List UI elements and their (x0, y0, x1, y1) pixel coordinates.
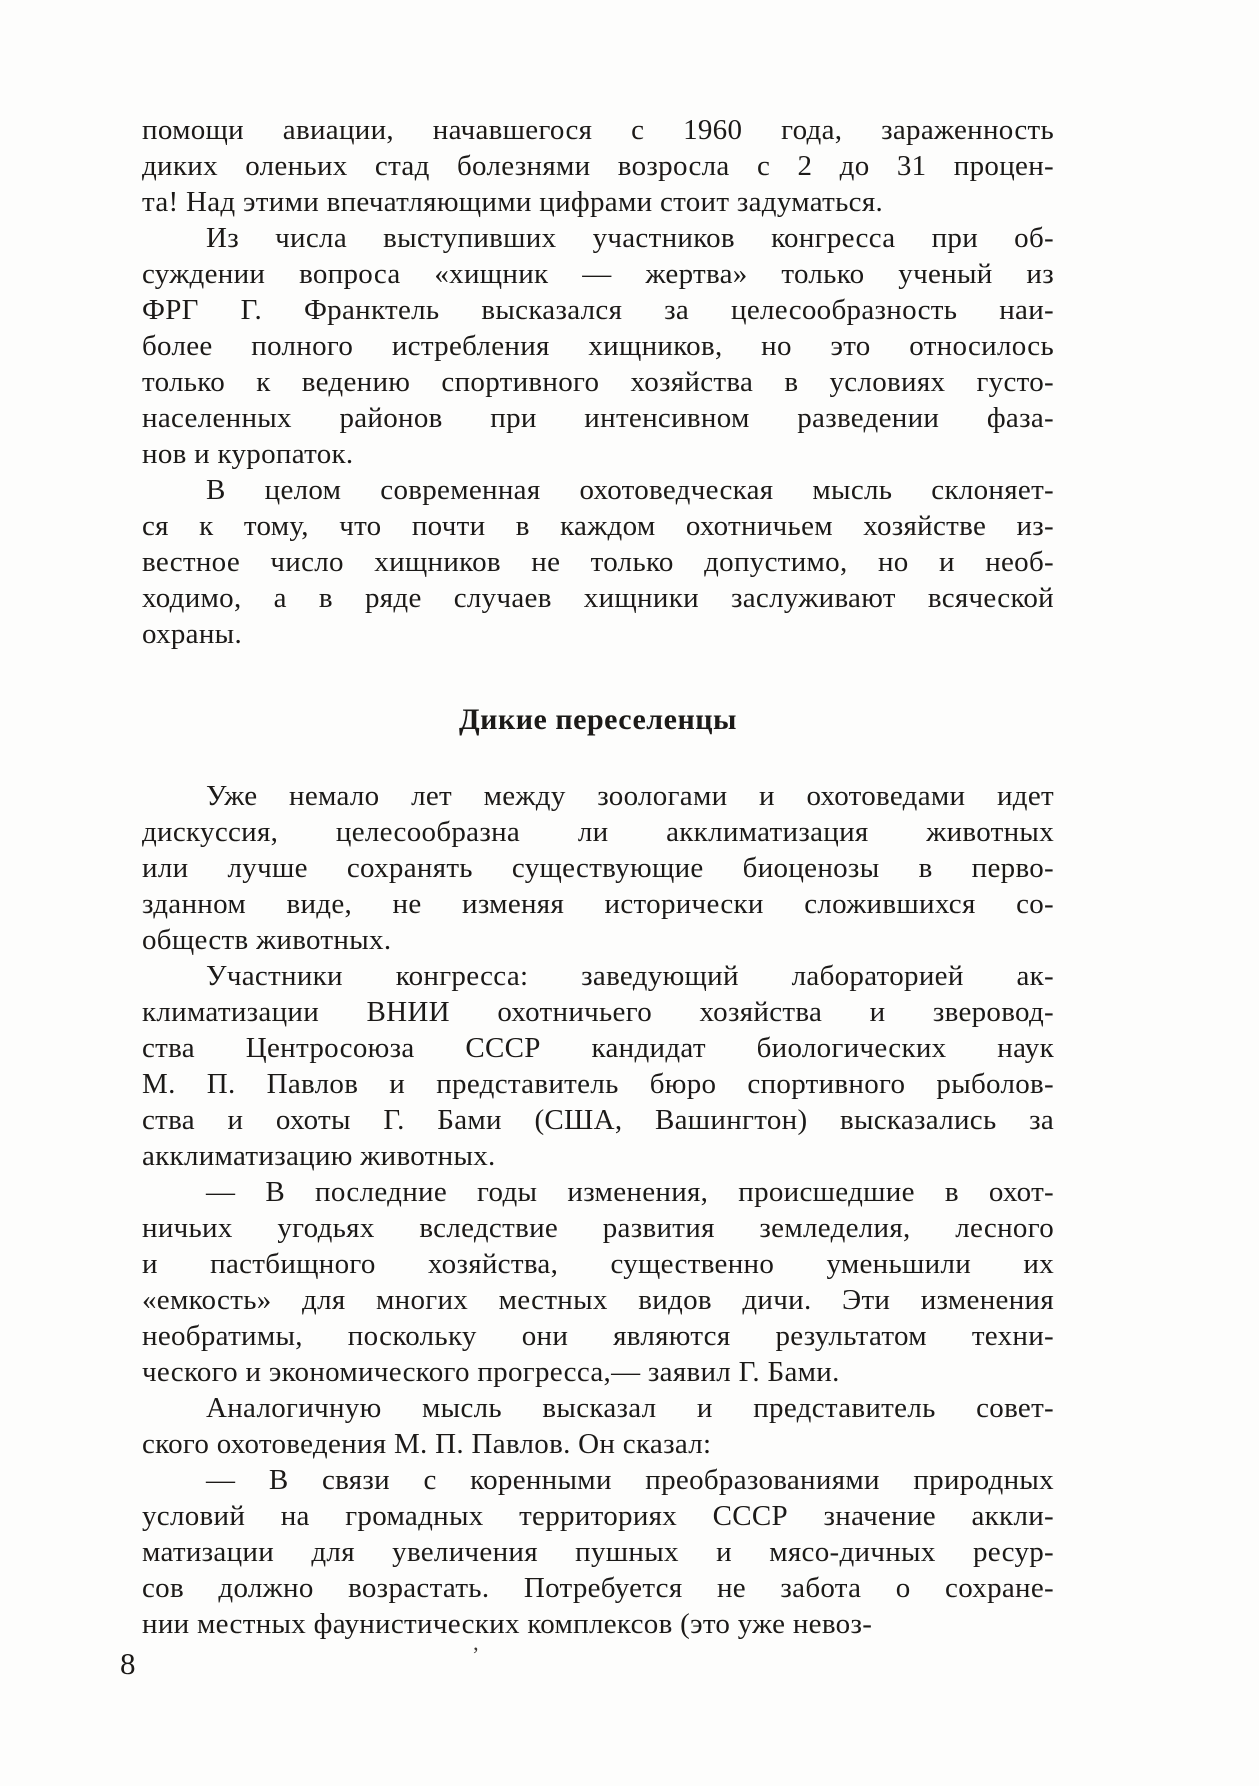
text-line: М. П. Павлов и представитель бюро спортивного рыболов- (142, 1068, 1054, 1100)
paragraph (142, 1174, 1054, 1390)
text-line: ческого и экономического прогресса,— заявил Г. Бами. (142, 1356, 840, 1388)
text-line: Аналогичную мысль высказал и представитель совет- (206, 1392, 1054, 1424)
paragraph (142, 958, 1054, 1174)
text-line: зданном виде, не изменяя исторически сложившихся со- (142, 888, 1054, 920)
text-line: В целом современная охотоведческая мысль склоняет- (206, 474, 1054, 506)
body-paragraphs-bottom (142, 778, 1054, 1642)
text-line: необратимы, поскольку они являются результатом техни- (142, 1320, 1054, 1352)
text-line: только к ведению спортивного хозяйства в условиях густо- (142, 366, 1054, 398)
text-line: акклиматизацию животных. (142, 1140, 496, 1172)
text-line: матизации для увеличения пушных и мясо-дичных ресур- (142, 1536, 1054, 1568)
page-number: 8 (120, 1646, 136, 1681)
paragraph (142, 472, 1054, 652)
text-line: или лучше сохранять существующие биоценозы в перво- (142, 852, 1054, 884)
text-line: нии местных фаунистических комплексов (это уже невоз- (142, 1608, 873, 1640)
scan-artifact-mark: ’ (472, 1642, 480, 1667)
text-line: и пастбищного хозяйства, существенно уменьшили их (142, 1248, 1054, 1280)
paragraph (142, 1390, 1054, 1462)
text-line: условий на громадных территориях СССР значение аккли- (142, 1500, 1054, 1532)
text-line: Уже немало лет между зоологами и охотоведами идет (206, 780, 1054, 812)
text-line: Участники конгресса: заведующий лабораторией ак- (206, 960, 1054, 992)
text-line: сов должно возрастать. Потребуется не забота о сохране- (142, 1572, 1054, 1604)
text-line: обществ животных. (142, 924, 392, 956)
text-line: Из числа выступивших участников конгресса при об- (206, 222, 1054, 254)
text-line: климатизации ВНИИ охотничьего хозяйства и зверовод- (142, 996, 1054, 1028)
text-line: диких оленьих стад болезнями возросла с 2 до 31 процен- (142, 150, 1054, 182)
text-line: ходимо, а в ряде случаев хищники заслуживают всяческой (142, 582, 1054, 614)
paragraph (142, 112, 1054, 220)
paragraph (142, 1462, 1054, 1642)
text-line: — В последние годы изменения, происшедшие в охот- (206, 1176, 1054, 1208)
text-line: более полного истребления хищников, но это относилось (142, 330, 1054, 362)
section-heading: Дикие переселенцы (459, 703, 737, 736)
text-line: ства Центросоюза СССР кандидат биологических наук (142, 1032, 1054, 1064)
text-line: та! Над этими впечатляющими цифрами стоит задуматься. (142, 186, 884, 218)
text-line: помощи авиации, начавшегося с 1960 года, зараженность (142, 114, 1054, 146)
text-line: — В связи с коренными преобразованиями природных (206, 1464, 1054, 1496)
text-line: суждении вопроса «хищник — жертва» только ученый из (142, 258, 1054, 290)
text-line: «емкость» для многих местных видов дичи. Эти изменения (142, 1284, 1054, 1316)
text-line: ничьих угодьях вследствие развития земледелия, лесного (142, 1212, 1054, 1244)
text-line: дискуссия, целесообразна ли акклиматизация животных (142, 816, 1054, 848)
text-line: ся к тому, что почти в каждом охотничьем хозяйстве из- (142, 510, 1054, 542)
text-block (142, 112, 1054, 1642)
text-line: ства и охоты Г. Бами (США, Вашингтон) высказались за (142, 1104, 1054, 1136)
text-line: населенных районов при интенсивном разведении фаза- (142, 402, 1054, 434)
paragraph (142, 778, 1054, 958)
text-line: охраны. (142, 618, 243, 650)
text-line: ФРГ Г. Франктель высказался за целесообразность наи- (142, 294, 1054, 326)
text-line: нов и куропаток. (142, 438, 354, 470)
paragraph (142, 220, 1054, 472)
text-line: вестное число хищников не только допустимо, но и необ- (142, 546, 1054, 578)
body-paragraphs-top (142, 112, 1054, 652)
text-line: ского охотоведения М. П. Павлов. Он сказал: (142, 1428, 712, 1460)
